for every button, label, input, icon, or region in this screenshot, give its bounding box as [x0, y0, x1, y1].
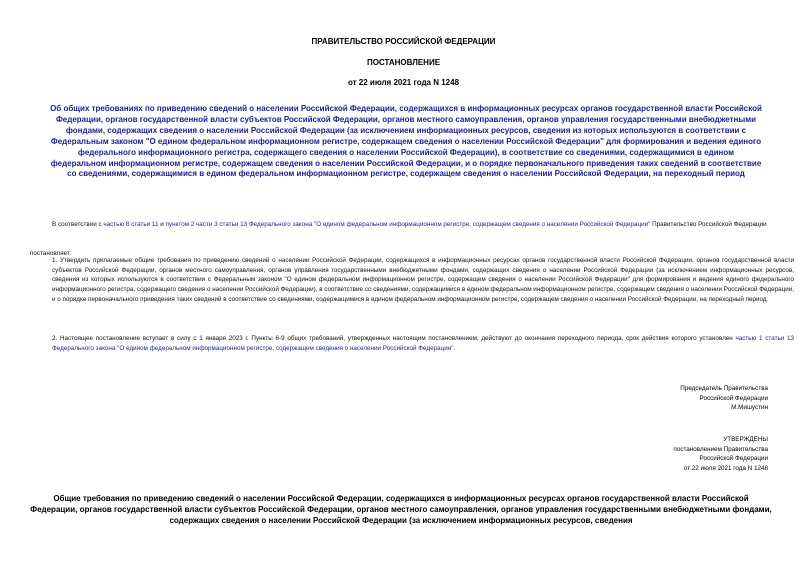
link-law-item2[interactable]: пунктом 2 части 3 статьи 13 Федерального закона "О едином федеральном информационном регистре, содержащем сведения о населении Российской Федерации": [165, 221, 651, 228]
signature-name: М.Мишустин: [731, 404, 768, 412]
signature-block: [680, 384, 768, 413]
approved-line-4: от 22 июля 2021 года N 1248: [683, 464, 768, 472]
preamble-text-after: Правительство Российской Федерации: [650, 221, 767, 228]
doc-type: ПОСТАНОВЛЕНИЕ: [366, 58, 441, 67]
org-header: ПРАВИТЕЛЬСТВО РОССИЙСКОЙ ФЕДЕРАЦИИ: [311, 37, 496, 46]
doc-date: от 22 июля 2021 года N 1248: [347, 78, 460, 87]
approved-block: [673, 435, 768, 473]
document-title: Об общих требованиях по приведению сведений о населении Российской Федерации, содержащихся в информационных ресурсах органов государственной власти Российской Федерации, органов государственной власти субъектов Российской Федерации, органов местного самоуправления, органов управления государственными внебюджетными фондами, содержащих сведения о населении Российской Федерации (за исключением информационных ресурсов, сведения из которых используются в соответствии с Федеральным законом "О едином федеральном информационном регистре, содержащем сведения о населении Российской Федерации" для формирования и ведения единого федерального информационного регистра, содержащего сведения о населении Российской Федерации), в соответствие со сведениями, содержащимися в едином федеральном информационном регистре, содержащем сведения о населении Российской Федерации, и о порядке первоначального приведения таких сведений в соответствие со сведениями, содержащимися в едином федеральном информационном регистре, содержащем сведения о населении Российской Федерации, на переходный период: [50, 104, 762, 179]
preamble: [30, 220, 794, 230]
link-law-part8[interactable]: частью 8 статьи 11: [103, 221, 159, 228]
decree-word: постановляет:: [30, 250, 72, 257]
approved-line-1: УТВЕРЖДЕНЫ: [723, 436, 768, 443]
requirements-title: Общие требования по приведению сведений о населении Российской Федерации, содержащихся в информационных ресурсах органов государственной власти Российской Федерации, органов государственной власти субъектов Российской Федерации, органов местного самоуправления, органов управления государственными внебюджетными фондами, содержащих сведения о населении Российской Федерации (за исключением информационных ресурсов, сведения: [30, 494, 772, 525]
approved-line-3: Российской Федерации: [699, 455, 768, 463]
item-2-text-after: .: [453, 344, 456, 352]
signature-line-1: Председатель Правительства: [680, 385, 768, 392]
item-1: 1. Утвердить прилагаемые общие требования по приведению сведений о населении Российской Федерации, содержащихся в информационных ресурсах органов государственной власти Российской Федерации, органов государственной власти субъектов Российской Федерации, органов местного самоуправления, органов управления государственными внебюджетными фондами, содержащих сведения о населении Российской Федерации (за исключением информационных ресурсов, сведения из которых используются в соответствии с Федеральным законом "О едином федеральном информационном регистре, содержащем сведения о населении Российской Федерации" для формирования и ведения единого федерального информационного регистра, содержащего сведения о населении Российской Федерации), в соответствие со сведениями, содержащимися в едином федеральном информационном регистре, содержащем сведения о населении Российской Федерации, и о порядке первоначального приведения таких сведений в соответствие со сведениями, содержащимися в едином федеральном информационном регистре, содержащем сведения о населении Российской Федерации, на переходный период.: [52, 257, 794, 303]
preamble-text-before: В соответствии с: [52, 221, 104, 228]
item-2: [30, 334, 794, 353]
link-law-part1[interactable]: частью 1 статьи 13 Федерального закона "О едином федеральном информационном регистре, содержащем сведения о населении Российской Федерации": [52, 335, 794, 352]
signature-line-2: Российской Федерации: [699, 394, 768, 402]
preamble-text-mid: и: [158, 221, 166, 228]
approved-line-2: постановлением Правительства: [673, 445, 768, 453]
item-2-text-before: 2. Настоящее постановление вступает в силу с 1 января 2023 г. Пункты 6-9 общих требований, утвержденных настоящим постановлением, действуют до окончания переходного периода, срок действия которого установлен: [52, 335, 736, 342]
